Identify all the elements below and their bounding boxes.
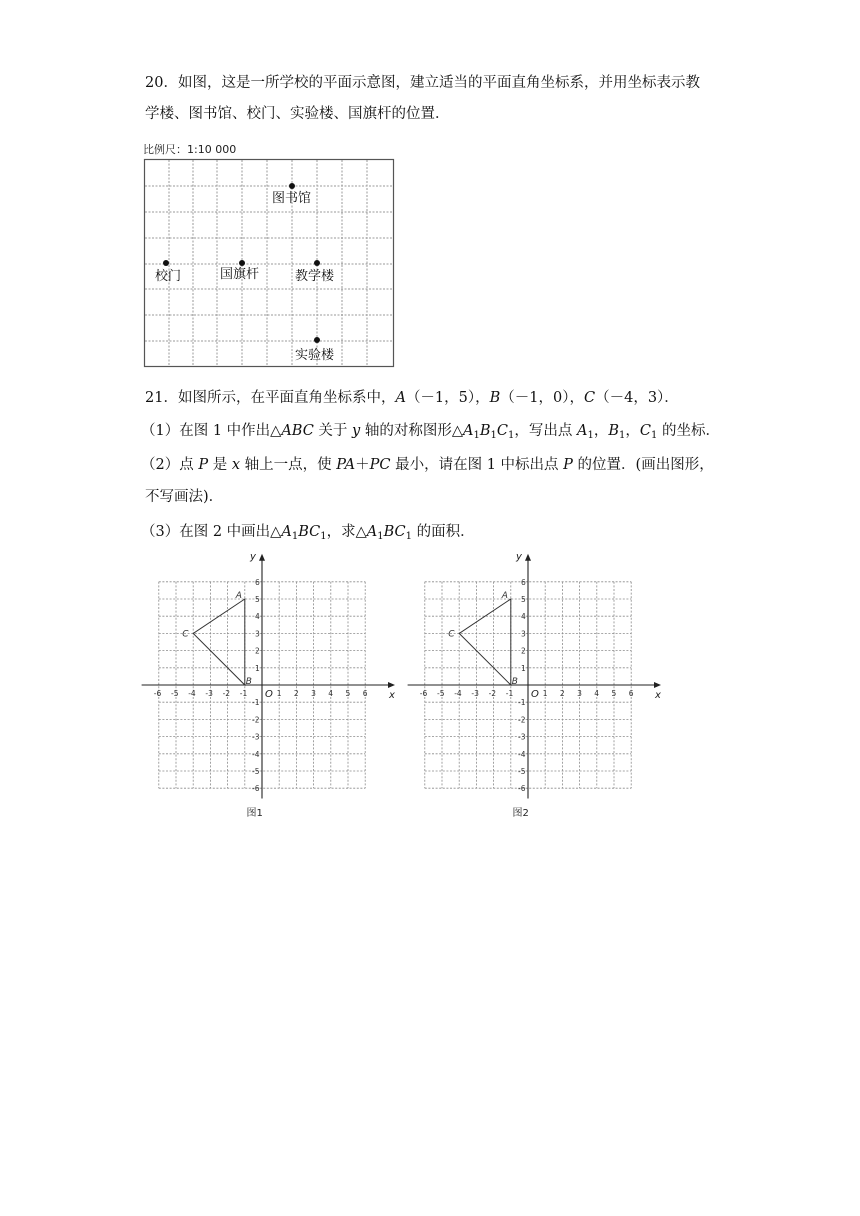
point-c-label: C bbox=[182, 629, 189, 640]
x-tick-label: -5 bbox=[171, 689, 179, 698]
x-tick-label: 2 bbox=[559, 689, 565, 698]
q21-line-2: （1）在图 1 中作出△ABC 关于 y 轴的对称图形$\triangle A_1B_1C_1$，写出点 $A_1$，$B_1$，$C_1$ 的坐标． bbox=[141, 423, 720, 441]
y-tick-label: -5 bbox=[252, 767, 260, 776]
triangle-abc bbox=[193, 599, 245, 685]
point-c-label: C bbox=[448, 629, 455, 640]
lab-building-dot bbox=[314, 337, 320, 343]
y-tick-label: 1 bbox=[521, 663, 526, 673]
x-tick-label: -1 bbox=[505, 689, 514, 698]
library-dot bbox=[289, 183, 295, 189]
x-tick-label: 3 bbox=[577, 689, 582, 698]
x-tick-label: 1 bbox=[542, 689, 548, 698]
q21-line-1: 21．如图所示，在平面直角坐标系中，A（－1，5），B（－1，0），C（－4，3）． bbox=[145, 390, 679, 406]
x-tick-label: 1 bbox=[276, 689, 282, 698]
y-tick-label: -1 bbox=[518, 698, 526, 708]
point-a-label: A bbox=[501, 591, 508, 601]
origin-label: O bbox=[265, 689, 273, 700]
coordinate-graph-2 bbox=[406, 548, 674, 823]
point-b-label: B bbox=[511, 677, 518, 687]
triangle-abc bbox=[459, 599, 511, 685]
y-tick-label: -6 bbox=[252, 784, 260, 794]
figure-caption: 图2 bbox=[512, 808, 529, 819]
y-tick-label: 1 bbox=[255, 663, 260, 673]
y-tick-label: 4 bbox=[255, 612, 260, 622]
y-axis-label: y bbox=[250, 551, 256, 563]
x-tick-label: -6 bbox=[153, 689, 162, 698]
q21-line-4: 不写画法)． bbox=[145, 489, 224, 505]
flagpole-label: 国旗杆 bbox=[220, 267, 260, 282]
flagpole-dot bbox=[239, 260, 245, 266]
x-axis-arrow bbox=[388, 682, 395, 688]
x-axis-arrow bbox=[654, 682, 661, 688]
x-tick-label: -4 bbox=[454, 689, 462, 698]
y-tick-label: -3 bbox=[252, 732, 260, 742]
y-tick-label: -3 bbox=[518, 732, 526, 742]
y-tick-label: -5 bbox=[518, 767, 526, 776]
x-tick-label: 5 bbox=[345, 689, 351, 698]
x-tick-label: 2 bbox=[293, 689, 299, 698]
y-tick-label: 5 bbox=[255, 595, 260, 604]
x-tick-label: -4 bbox=[188, 689, 196, 698]
x-tick-label: 6 bbox=[362, 689, 368, 698]
x-tick-label: -3 bbox=[205, 689, 213, 698]
teaching-building-label: 教学楼 bbox=[295, 269, 335, 284]
x-tick-label: 3 bbox=[311, 689, 316, 698]
x-tick-label: -6 bbox=[419, 689, 428, 698]
y-tick-label: -1 bbox=[252, 698, 260, 708]
x-tick-label: -3 bbox=[471, 689, 479, 698]
x-axis-label: x bbox=[389, 690, 395, 701]
x-tick-label: -2 bbox=[488, 689, 497, 698]
y-tick-label: 6 bbox=[255, 577, 260, 587]
figure-caption: 图1 bbox=[246, 808, 263, 819]
y-axis-arrow bbox=[259, 554, 265, 561]
q20-line-1: 20．如图，这是一所学校的平面示意图，建立适当的平面直角坐标系，并用坐标表示教 bbox=[145, 75, 700, 91]
q21-line-5: （3）在图 2 中画出$\triangle A_1BC_1$，求$\triangle A_1BC_1$ 的面积． bbox=[141, 524, 475, 542]
y-axis-label: y bbox=[516, 551, 522, 563]
x-tick-label: 6 bbox=[628, 689, 634, 698]
school-map bbox=[143, 158, 395, 370]
y-tick-label: -2 bbox=[518, 715, 526, 725]
coordinate-graph-1 bbox=[140, 548, 408, 823]
y-tick-label: 4 bbox=[521, 612, 526, 622]
x-tick-label: -1 bbox=[239, 689, 248, 698]
x-tick-label: -2 bbox=[222, 689, 231, 698]
lab-building-label: 实验楼 bbox=[295, 348, 335, 363]
x-tick-label: 4 bbox=[328, 689, 334, 698]
y-tick-label: 3 bbox=[521, 629, 526, 639]
y-tick-label: -2 bbox=[252, 715, 260, 725]
y-tick-label: -4 bbox=[252, 749, 260, 759]
gate-dot bbox=[163, 260, 169, 266]
library-label: 图书馆 bbox=[272, 191, 312, 206]
x-axis-label: x bbox=[655, 690, 661, 701]
teaching-building-dot bbox=[314, 260, 320, 266]
map-border bbox=[145, 160, 394, 367]
x-tick-label: 4 bbox=[594, 689, 600, 698]
q21-line-3: （2）点 P 是 x 轴上一点，使 PA＋PC 最小，请在图 1 中标出点 P 的位置．(画出图形， bbox=[141, 457, 714, 473]
scale-label: 比例尺：1:10 000 bbox=[143, 143, 237, 156]
y-tick-label: 6 bbox=[521, 577, 526, 587]
q20-line-2: 学楼、图书馆、校门、实验楼、国旗杆的位置． bbox=[145, 106, 450, 122]
origin-label: O bbox=[531, 689, 539, 700]
y-tick-label: -4 bbox=[518, 749, 526, 759]
gate-label: 校门 bbox=[155, 269, 182, 284]
map-grid bbox=[145, 160, 393, 366]
y-tick-label: -6 bbox=[518, 784, 526, 794]
point-a-label: A bbox=[235, 591, 242, 601]
x-tick-label: -5 bbox=[437, 689, 445, 698]
y-tick-label: 5 bbox=[521, 595, 526, 604]
y-axis-arrow bbox=[525, 554, 531, 561]
y-tick-label: 3 bbox=[255, 629, 260, 639]
point-b-label: B bbox=[245, 677, 252, 687]
x-tick-label: 5 bbox=[611, 689, 617, 698]
y-tick-label: 2 bbox=[255, 646, 260, 656]
y-tick-label: 2 bbox=[521, 646, 526, 656]
